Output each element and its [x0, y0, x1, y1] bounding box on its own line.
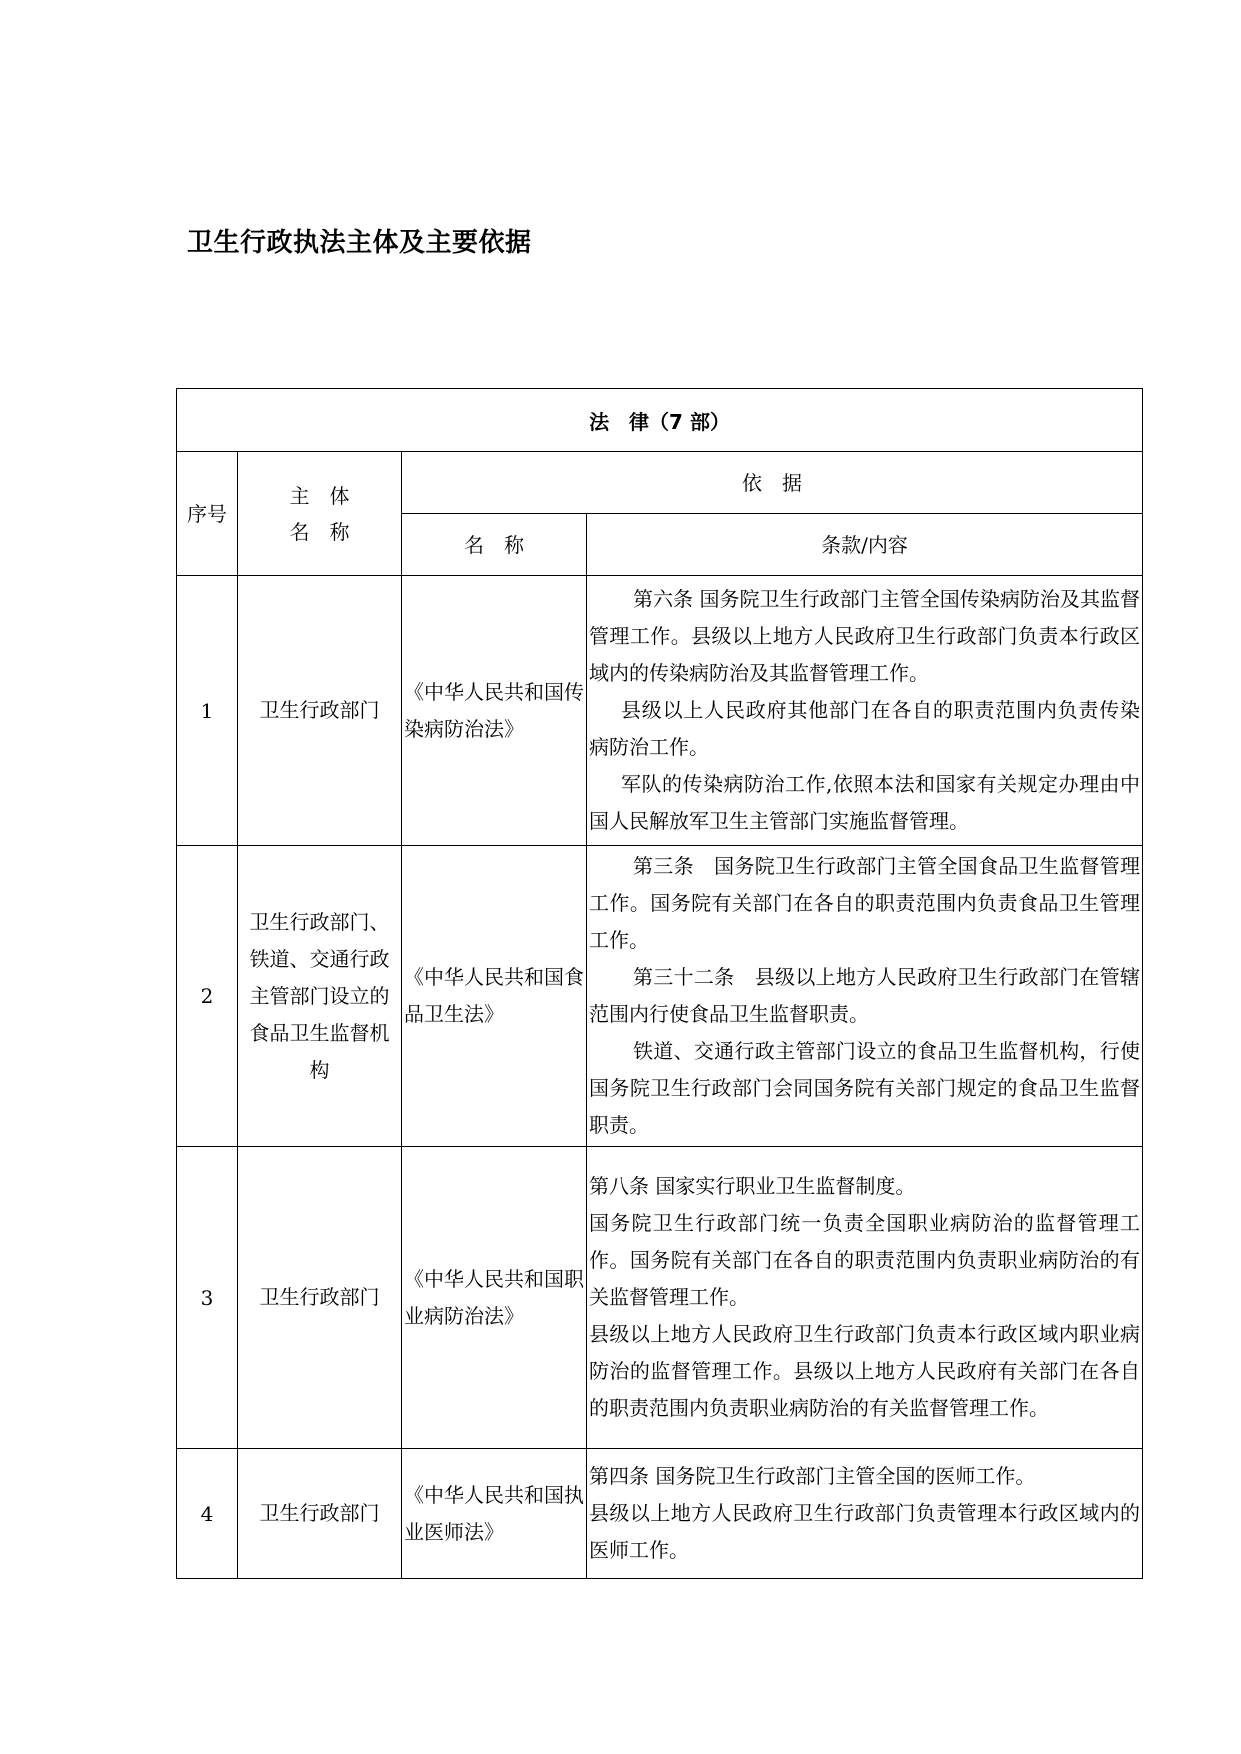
row-seq: 1 [177, 576, 238, 846]
row-subject: 卫生行政部门、铁道、交通行政主管部门设立的食品卫生监督机构 [238, 846, 402, 1147]
section-heading: 法 律（7 部） [177, 389, 1143, 452]
row-seq: 4 [177, 1449, 238, 1579]
row-subject: 卫生行政部门 [238, 1147, 402, 1449]
row-subject: 卫生行政部门 [238, 1449, 402, 1579]
clause-paragraph: 县级以上地方人民政府卫生行政部门负责本行政区域内职业病防治的监督管理工作。县级以上地方人民政府有关部门在各自的职责范围内负责职业病防治的有关监督管理工作。 [589, 1322, 1141, 1420]
table-row [177, 1449, 1143, 1579]
header-clause: 条款/内容 [587, 514, 1143, 576]
clause-paragraph: 第六条 国务院卫生行政部门主管全国传染病防治及其监督管理工作。县级以上地方人民政府卫生行政部门负责本行政区域内的传染病防治及其监督管理工作。 [589, 587, 1141, 685]
law-basis-table [176, 388, 1143, 1579]
row-law-name: 《中华人民共和国传染病防治法》 [402, 576, 587, 846]
table-row [177, 576, 1143, 846]
header-basis: 依 据 [402, 452, 1143, 514]
document-title: 卫生行政执法主体及主要依据 [187, 228, 532, 258]
row-law-name: 《中华人民共和国食品卫生法》 [402, 846, 587, 1147]
clause-paragraph: 国务院卫生行政部门统一负责全国职业病防治的监督管理工作。国务院有关部门在各自的职责范围内负责职业病防治的有关监督管理工作。 [589, 1211, 1141, 1309]
header-subject-line1: 主 体 [289, 483, 350, 508]
row-seq: 3 [177, 1147, 238, 1449]
header-subject-line2: 名 称 [289, 519, 350, 544]
row-law-name: 《中华人民共和国职业病防治法》 [402, 1147, 587, 1449]
table-row [177, 1147, 1143, 1449]
header-name: 名 称 [402, 514, 587, 576]
clause-paragraph: 铁道、交通行政主管部门设立的食品卫生监督机构，行使国务院卫生行政部门会同国务院有关部门规定的食品卫生监督职责。 [589, 1039, 1141, 1137]
row-seq: 2 [177, 846, 238, 1147]
row-law-name: 《中华人民共和国执业医师法》 [402, 1449, 587, 1579]
row-clause-content [587, 576, 1143, 846]
row-clause-content [587, 1449, 1143, 1579]
table-row [177, 846, 1143, 1147]
clause-paragraph: 第四条 国务院卫生行政部门主管全国的医师工作。 [589, 1464, 1036, 1488]
clause-paragraph: 第三条 国务院卫生行政部门主管全国食品卫生监督管理工作。国务院有关部门在各自的职责范围内负责食品卫生管理工作。 [589, 854, 1141, 952]
clause-paragraph: 县级以上人民政府其他部门在各自的职责范围内负责传染病防治工作。 [589, 698, 1141, 759]
clause-paragraph: 第三十二条 县级以上地方人民政府卫生行政部门在管辖范围内行使食品卫生监督职责。 [589, 965, 1141, 1026]
row-subject: 卫生行政部门 [238, 576, 402, 846]
clause-paragraph: 军队的传染病防治工作,依照本法和国家有关规定办理由中国人民解放军卫生主管部门实施监督管理。 [589, 772, 1141, 833]
clause-paragraph: 第八条 国家实行职业卫生监督制度。 [589, 1174, 916, 1198]
header-subject [238, 452, 402, 576]
clause-paragraph: 县级以上地方人民政府卫生行政部门负责管理本行政区域内的医师工作。 [589, 1501, 1141, 1562]
row-clause-content [587, 846, 1143, 1147]
header-seq: 序号 [177, 452, 238, 576]
row-clause-content [587, 1147, 1143, 1449]
